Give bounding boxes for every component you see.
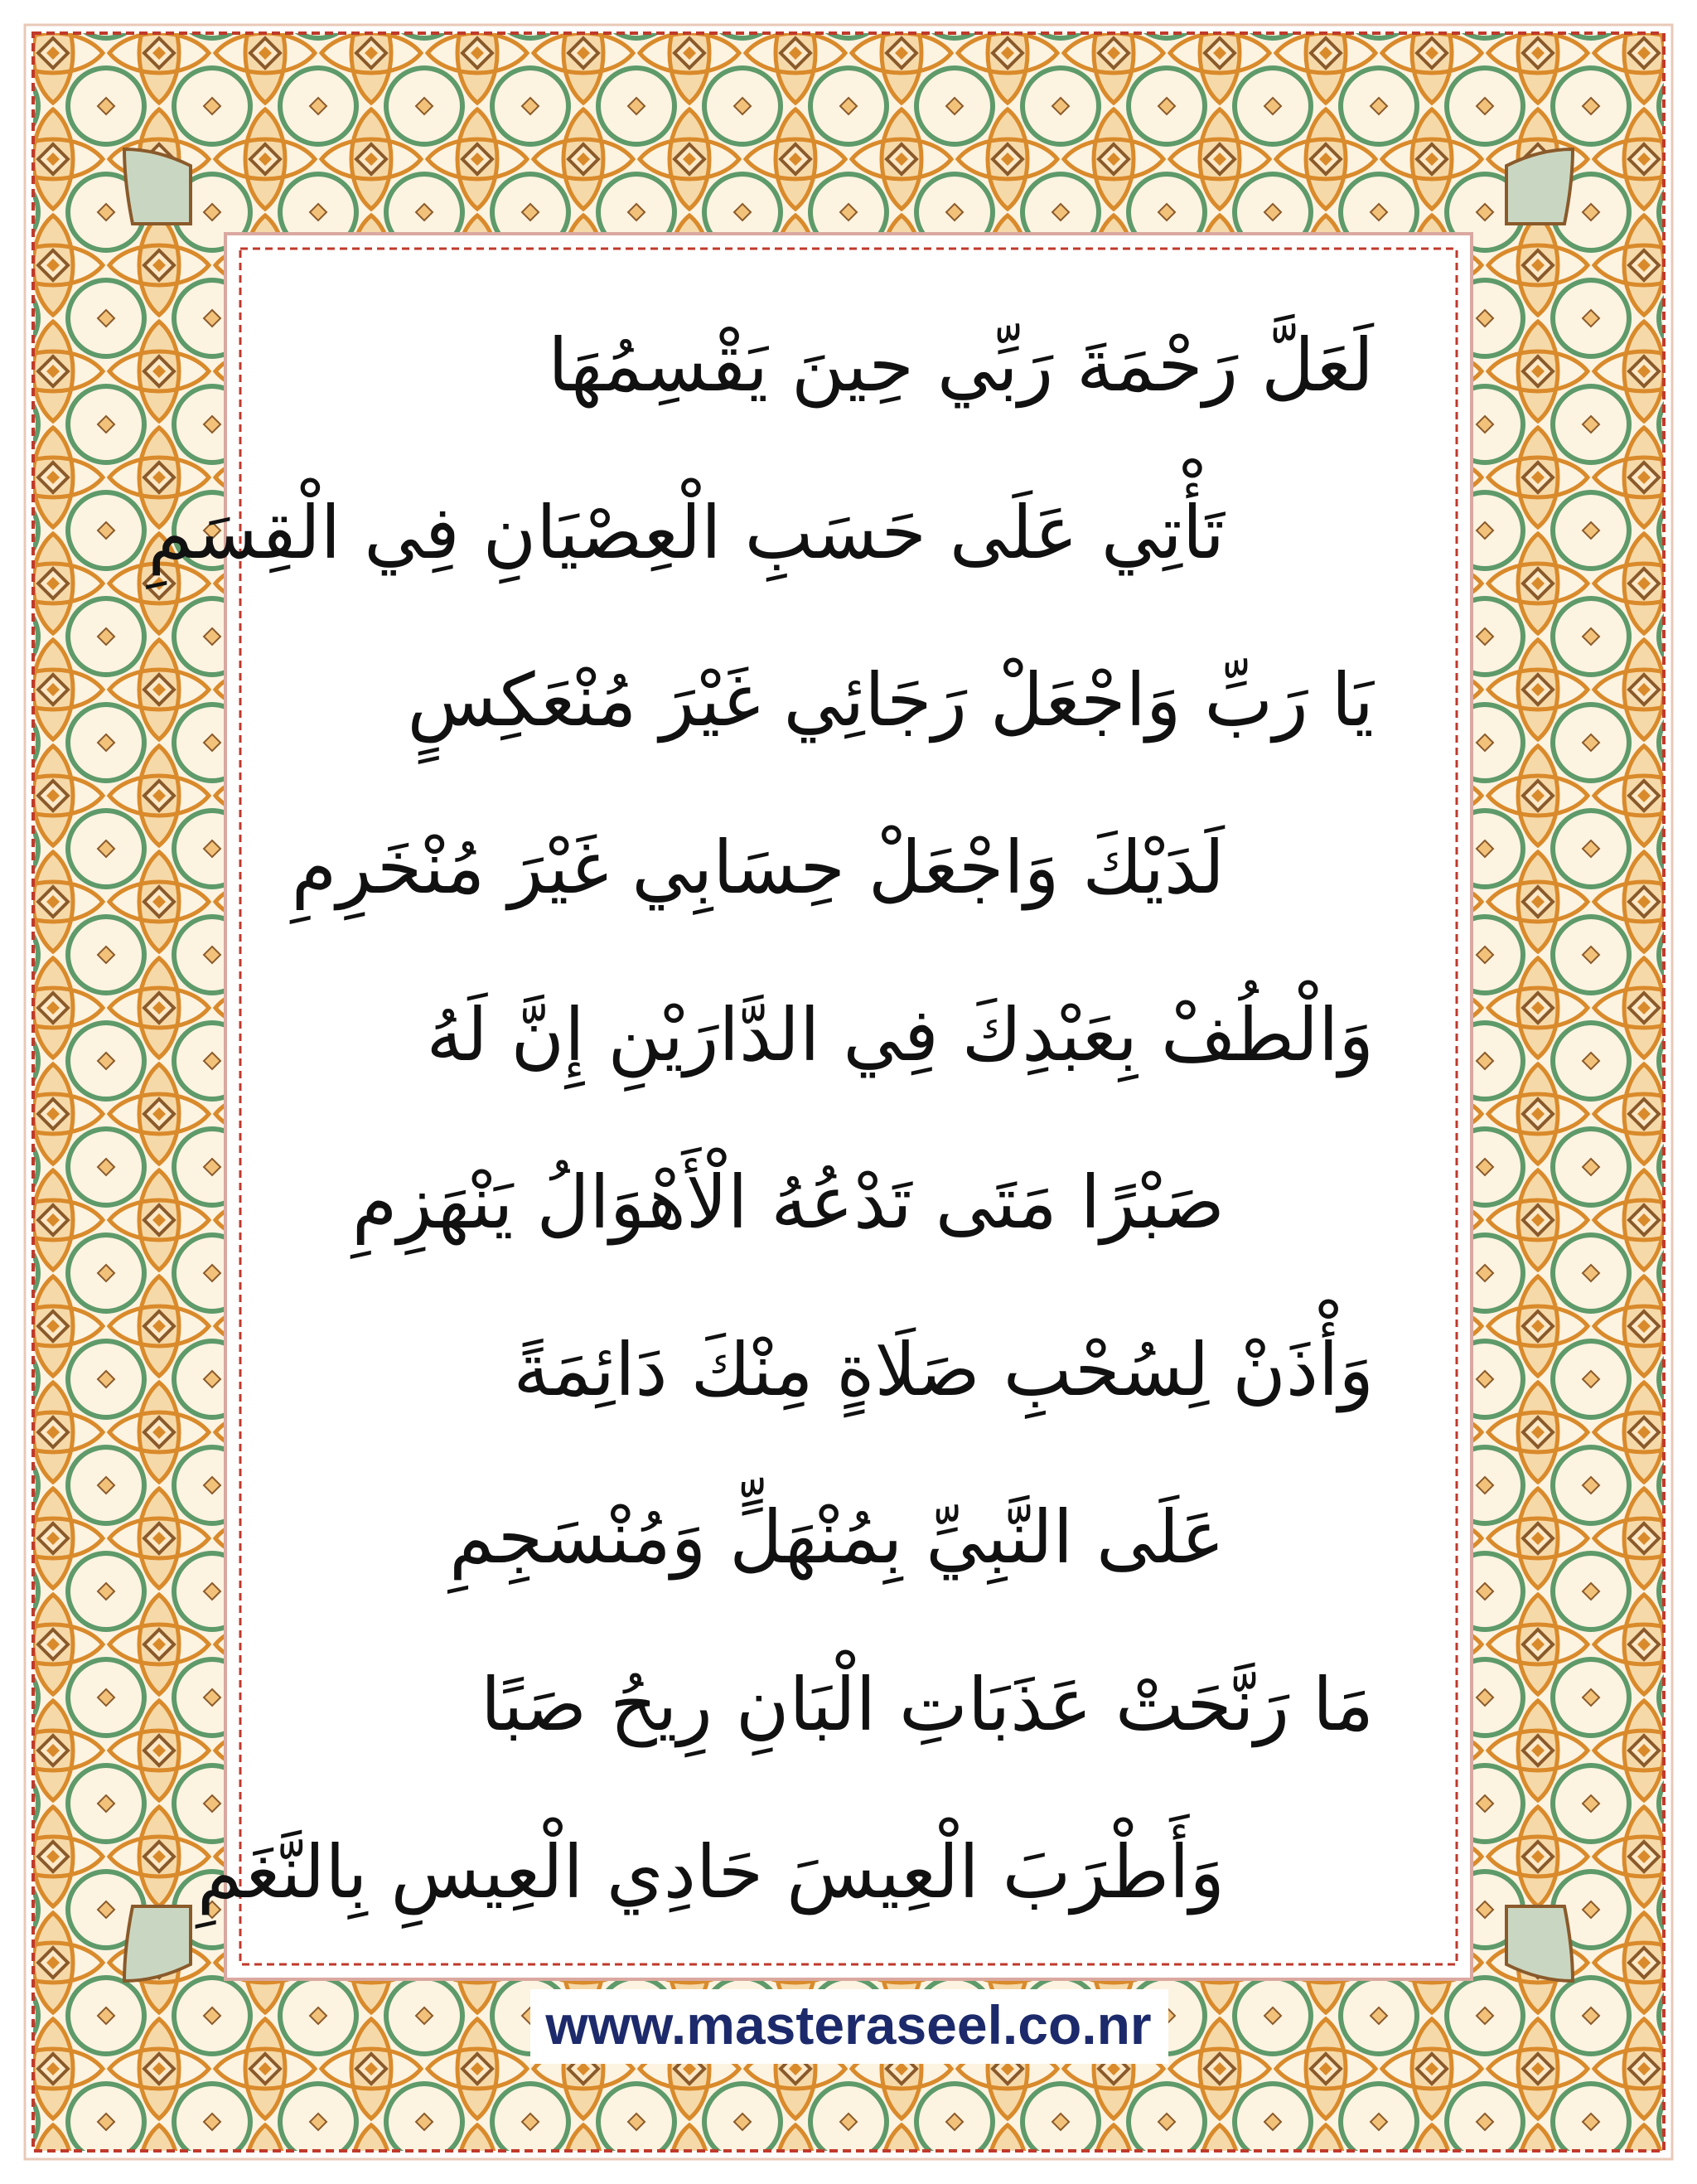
verse-line-10: وَأَطْرَبَ الْعِيسَ حَادِي الْعِيسِ بِالنَّغَمِ — [196, 1829, 1225, 1915]
verse-line-5: وَالْطُفْ بِعَبْدِكَ فِي الدَّارَيْنِ إِنَّ لَهُ — [426, 992, 1374, 1078]
website-link[interactable]: www.masteraseel.co.nr — [534, 1994, 1163, 2056]
corner-ornament-bottom-left — [124, 1906, 191, 1981]
verse-line-3: يَا رَبِّ وَاجْعَلْ رَجَائِي غَيْرَ مُنْعَكِسٍ — [407, 657, 1374, 743]
corner-ornament-bottom-right — [1506, 1906, 1573, 1981]
verse-line-9: مَا رَنَّحَتْ عَذَبَاتِ الْبَانِ رِيحُ صَبًا — [481, 1662, 1374, 1748]
website-footer — [0, 1993, 1697, 2056]
verse-line-2: تَأْتِي عَلَى حَسَبِ الْعِصْيَانِ فِي الْقِسَمِ — [147, 490, 1225, 576]
verse-line-1: لَعَلَّ رَحْمَةَ رَبِّي حِينَ يَقْسِمُهَا — [548, 322, 1374, 409]
corner-ornament-top-right — [1506, 149, 1573, 224]
poem-panel — [147, 257, 1448, 1956]
verse-line-4: لَدَيْكَ وَاجْعَلْ حِسَابِي غَيْرَ مُنْخَرِمِ — [291, 825, 1225, 911]
verse-line-8: عَلَى النَّبِيِّ بِمُنْهَلٍّ وَمُنْسَجِمِ — [449, 1494, 1225, 1581]
corner-ornament-top-left — [124, 149, 191, 224]
verse-line-7: وَأْذَنْ لِسُحْبِ صَلَاةٍ مِنْكَ دَائِمَةً — [513, 1327, 1374, 1413]
verse-line-6: صَبْرًا مَتَى تَدْعُهُ الْأَهْوَالُ يَنْهَزِمِ — [351, 1160, 1225, 1246]
